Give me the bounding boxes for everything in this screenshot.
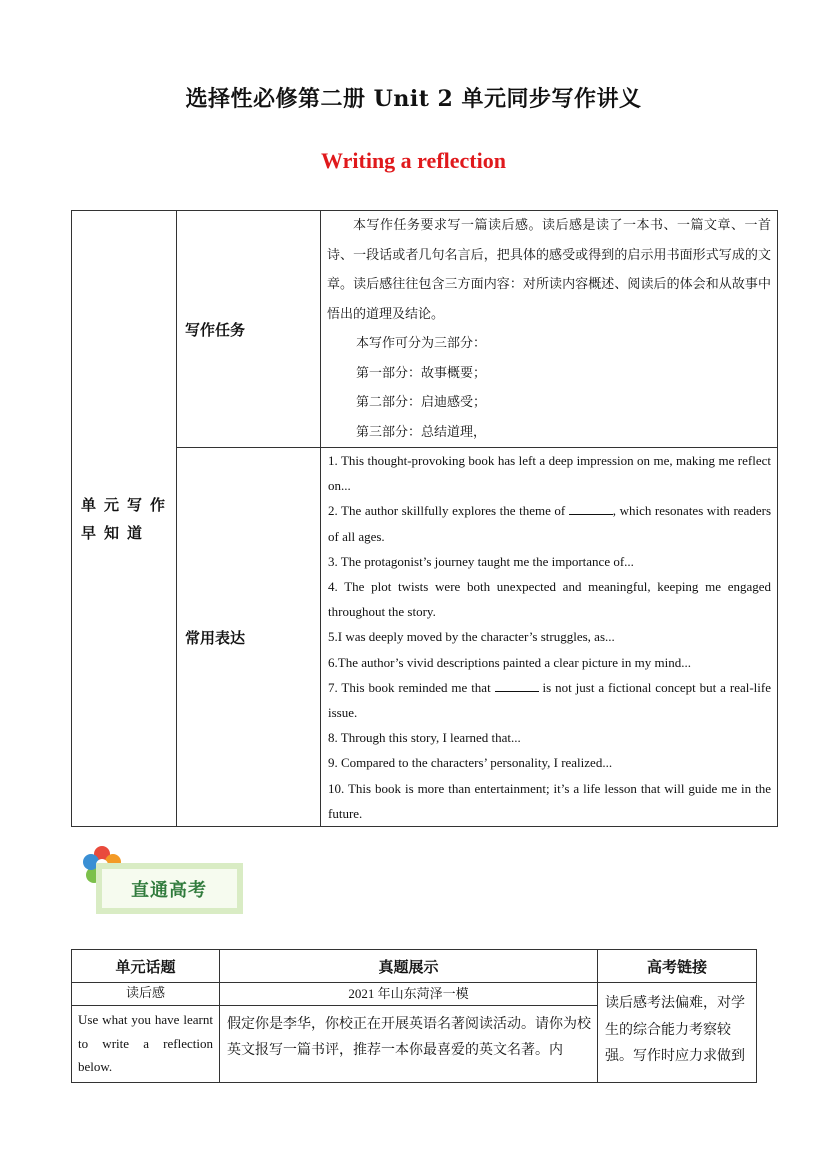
expression-2-start: 2. The author skillfully explores the theme of [328,503,569,519]
source-cell: 2021 年山东菏泽一模 [220,983,598,1006]
exam-section-badge [79,842,249,922]
fill-blank [495,679,539,692]
task-intro: 本写作任务要求写一篇读后感。读后感是读了一本书、一篇文章、一首诗、一段话或者几句名言后，把具体的感受或得到的启示用书面形式写成的文章。读后感往往包含三方面内容：对所读内容概述、阅读后的体会和从故事中悟出的道理及结论。 [327,218,771,322]
section-label-cell [72,211,177,827]
expression-2 [328,498,771,548]
expression-9: 9. Compared to the characters’ personality, I realized... [328,755,613,771]
expression-5: 5.I was deeply moved by the character’s struggles, as... [328,629,615,645]
task-cell: Use what you have learnt to write a reflection below. [72,1006,220,1083]
fill-blank [569,502,613,515]
prompt-cell: 假定你是李华，你校正在开展英语名著阅读活动。请你为校英文报写一篇书评，推荐一本你最喜爱的英文名著。内 [220,1006,598,1083]
expression-1: 1. This thought-provoking book has left a deep impression on me, making me reflect on... [328,453,771,494]
expression-8: 8. Through this story, I learned that... [328,730,521,746]
link-cell: 读后感考法偏难，对学生的综合能力考察较强。写作时应力求做到 [598,983,757,1083]
task-content-cell [321,211,778,448]
expression-7-end: is not just a fictional concept but a real-life issue. [328,679,771,721]
part-three: 第三部分：总结道理， [356,424,487,440]
expr-label-cell [177,448,321,827]
expressions-cell [321,448,778,827]
part-one: 第一部分：故事概要； [356,365,487,381]
header-link: 高考链接 [598,950,757,983]
badge-label: 直通高考 [131,880,207,901]
topic-cell: 读后感 [72,983,220,1006]
expression-4: 4. The plot twists were both unexpected and meaningful, keeping me engaged throughout the story. [328,579,771,620]
page-subtitle: Writing a reflection [321,148,506,173]
exam-table [71,949,757,1083]
expr-label: 常用表达 [185,628,246,647]
header-topic: 单元话题 [72,950,220,983]
expression-2-end: , which resonates with readers of all ages. [328,503,771,544]
page-title: 选择性必修第二册 Unit 2 单元同步写作讲义 [185,86,642,112]
writing-overview-table [71,210,778,827]
part-two: 第二部分：启迪感受； [356,395,487,410]
task-label-cell [177,211,321,448]
section-label: 单元写作早知道 [81,495,174,542]
expression-7-start: 7. This book reminded me that [328,679,495,695]
header-question: 真题展示 [220,950,598,983]
expression-7 [328,675,771,725]
expression-3: 3. The protagonist’s journey taught me the importance of... [328,553,634,569]
task-label: 写作任务 [185,320,246,339]
expression-10: 10. This book is more than entertainment; it’s a life lesson that will guide me in the future. [328,780,771,821]
expression-6: 6.The author’s vivid descriptions painted a clear picture in my mind... [328,654,691,670]
parts-intro: 本写作可分为三部分： [356,336,487,351]
